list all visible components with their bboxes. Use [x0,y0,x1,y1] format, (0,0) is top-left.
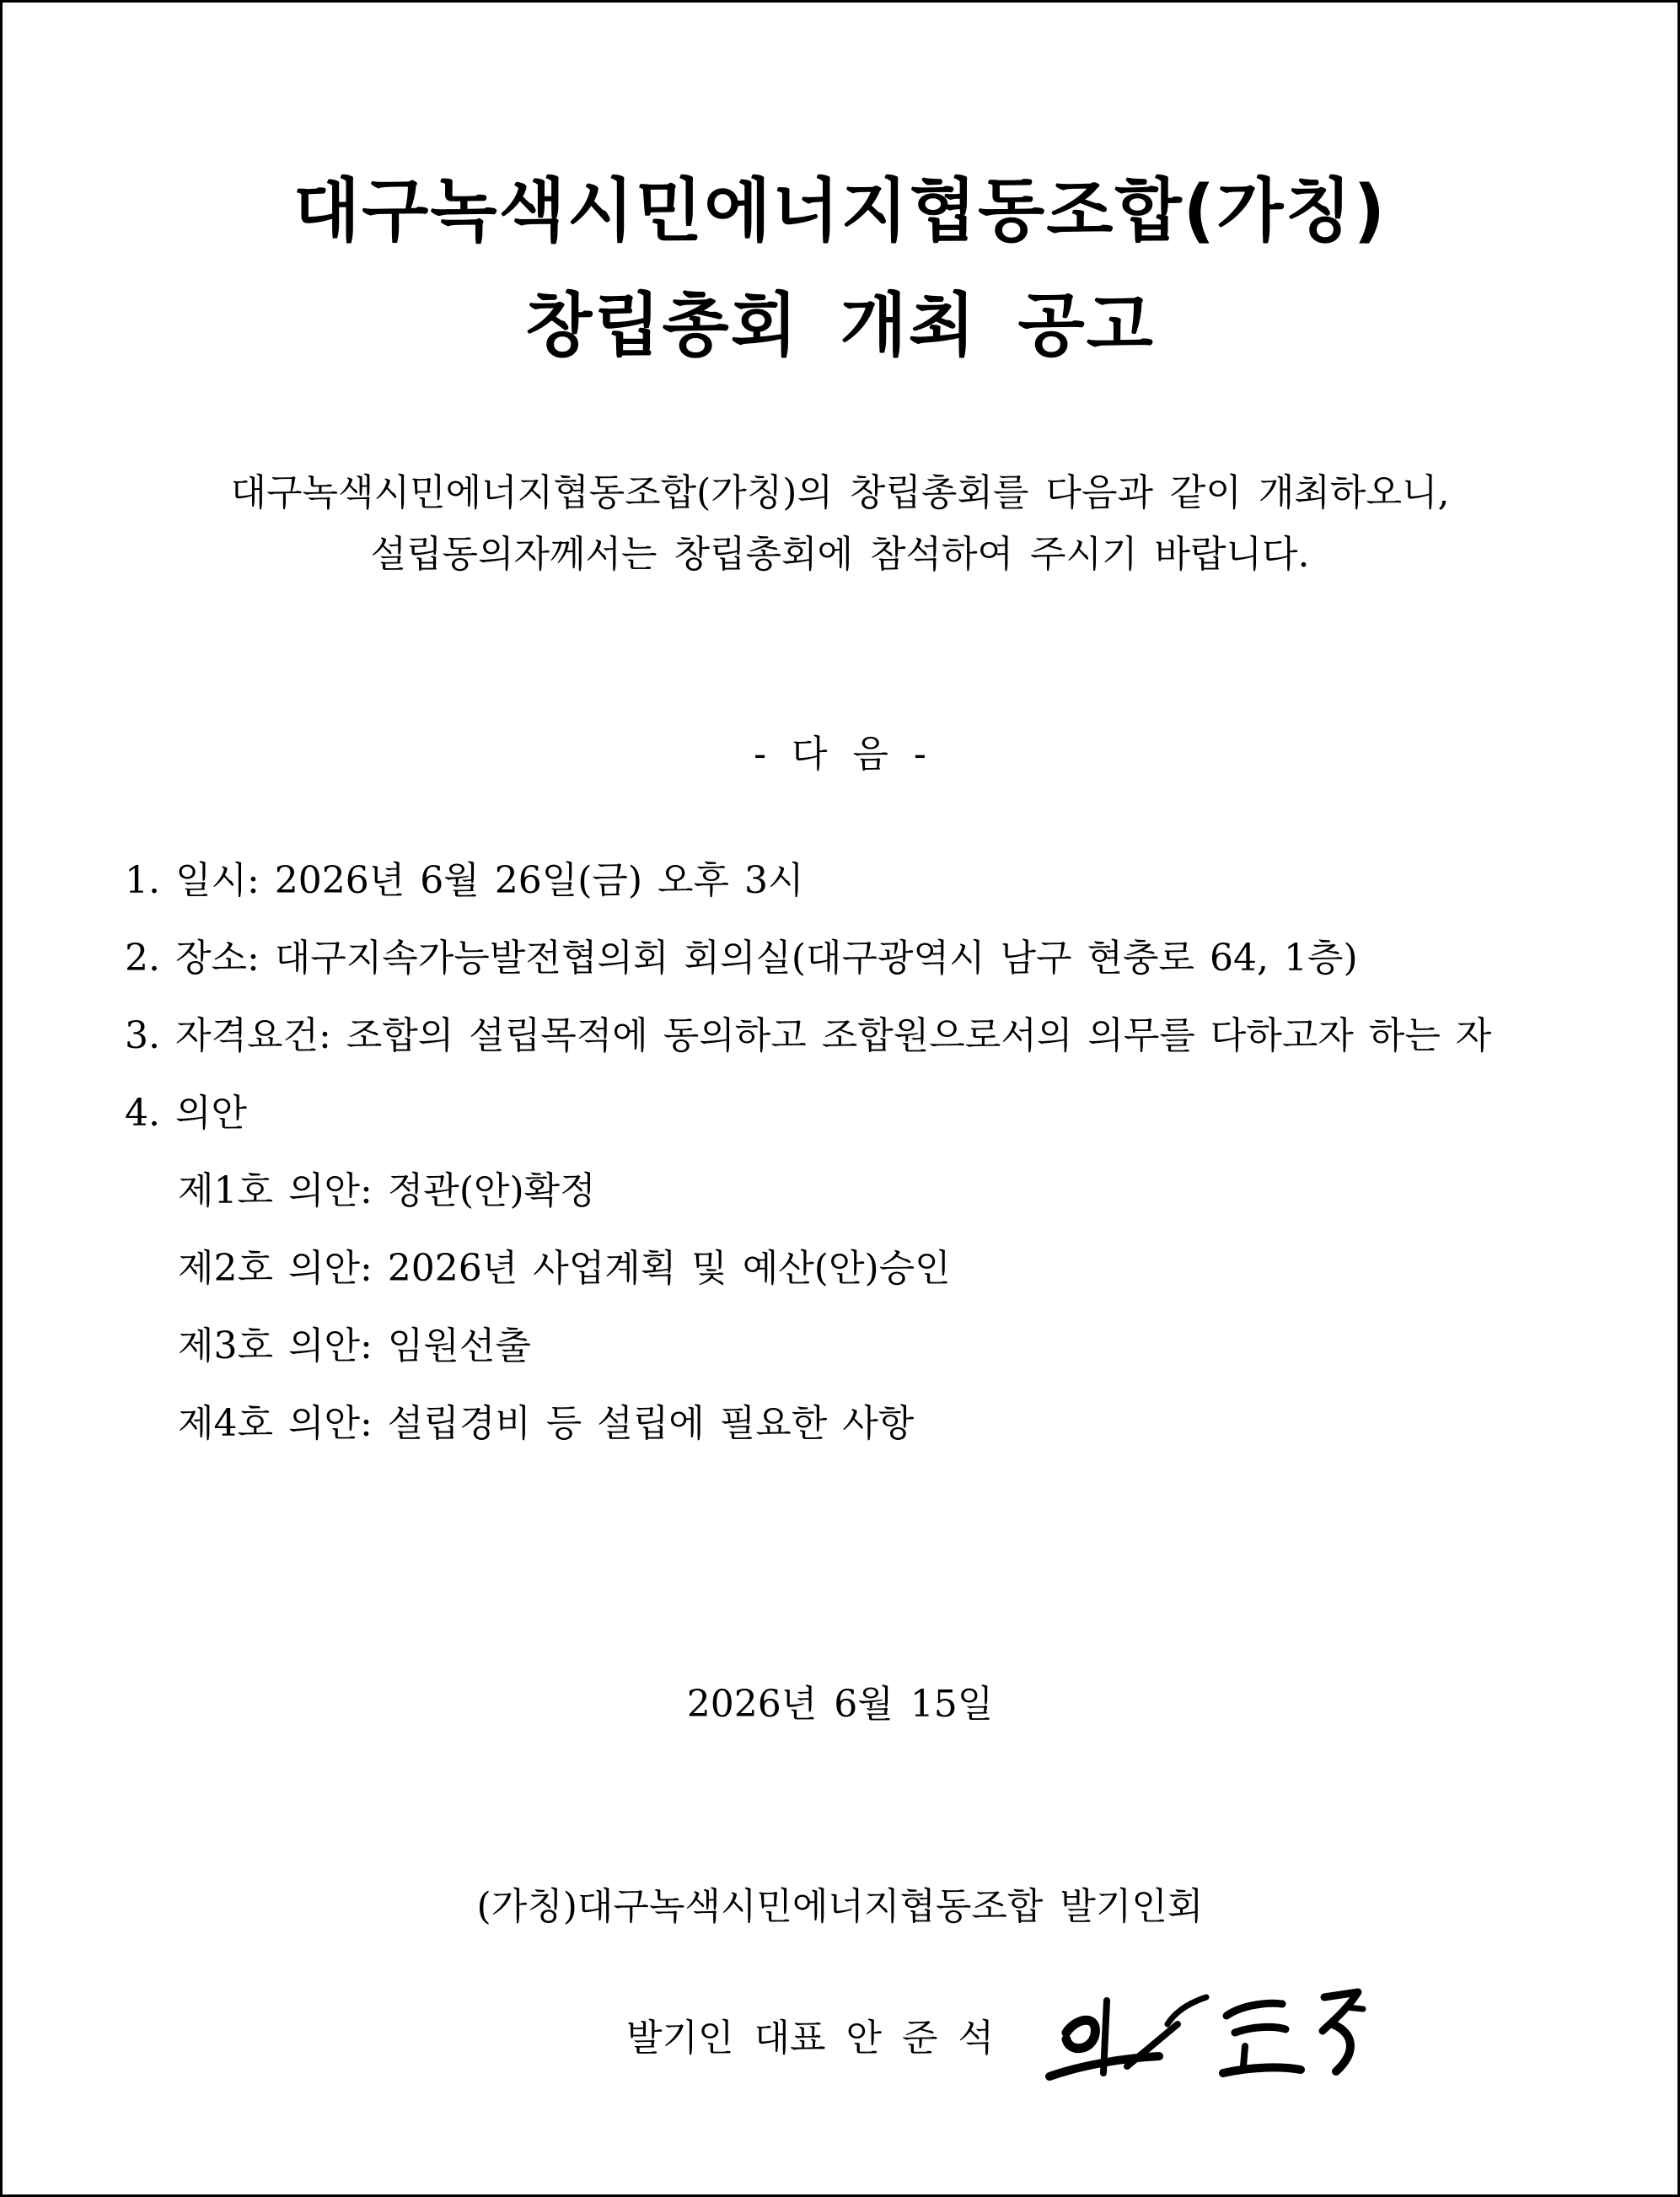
notice-title: 대구녹색시민에너지협동조합(가칭) [293,171,1387,251]
intro-text-line-1: 대구녹색시민에너지협동조합(가칭)의 창립총회를 다음과 같이 개최하오니, [230,471,1450,514]
item-date-time: 1. 일시: 2026년 6월 26일(금) 오후 3시 [125,859,804,902]
handwritten-signature [1033,1974,1387,2092]
agenda-item-1: 제1호 의안: 정관(안)확정 [178,1169,596,1212]
item-eligibility: 3. 자격요건: 조합의 설립목적에 동의하고 조합원으로서의 의무를 다하고자 하는 자 [125,1014,1492,1057]
item-venue: 2. 장소: 대구지속가능발전협의회 회의실(대구광역시 남구 현충로 64, 1층) [125,937,1358,980]
intro-text-line-2: 설립동의자께서는 창립총회에 참석하여 주시기 바랍니다. [370,533,1310,576]
agenda-item-3: 제3호 의안: 임원선출 [178,1324,531,1367]
issuing-committee: (가칭)대구녹색시민에너지협동조합 발기인회 [476,1885,1204,1928]
details-heading: - 다 음 - [754,733,926,776]
notice-date: 2026년 6월 15일 [686,1683,994,1726]
representative-line: 발기인 대표 안 준 석 [626,2017,994,2060]
item-agenda-heading: 4. 의안 [125,1092,247,1135]
notice-subtitle: 창립총회 개최 공고 [525,286,1155,366]
agenda-item-2: 제2호 의안: 2026년 사업계획 및 예산(안)승인 [178,1247,951,1290]
agenda-item-4: 제4호 의안: 설립경비 등 설립에 필요한 사항 [178,1402,915,1445]
